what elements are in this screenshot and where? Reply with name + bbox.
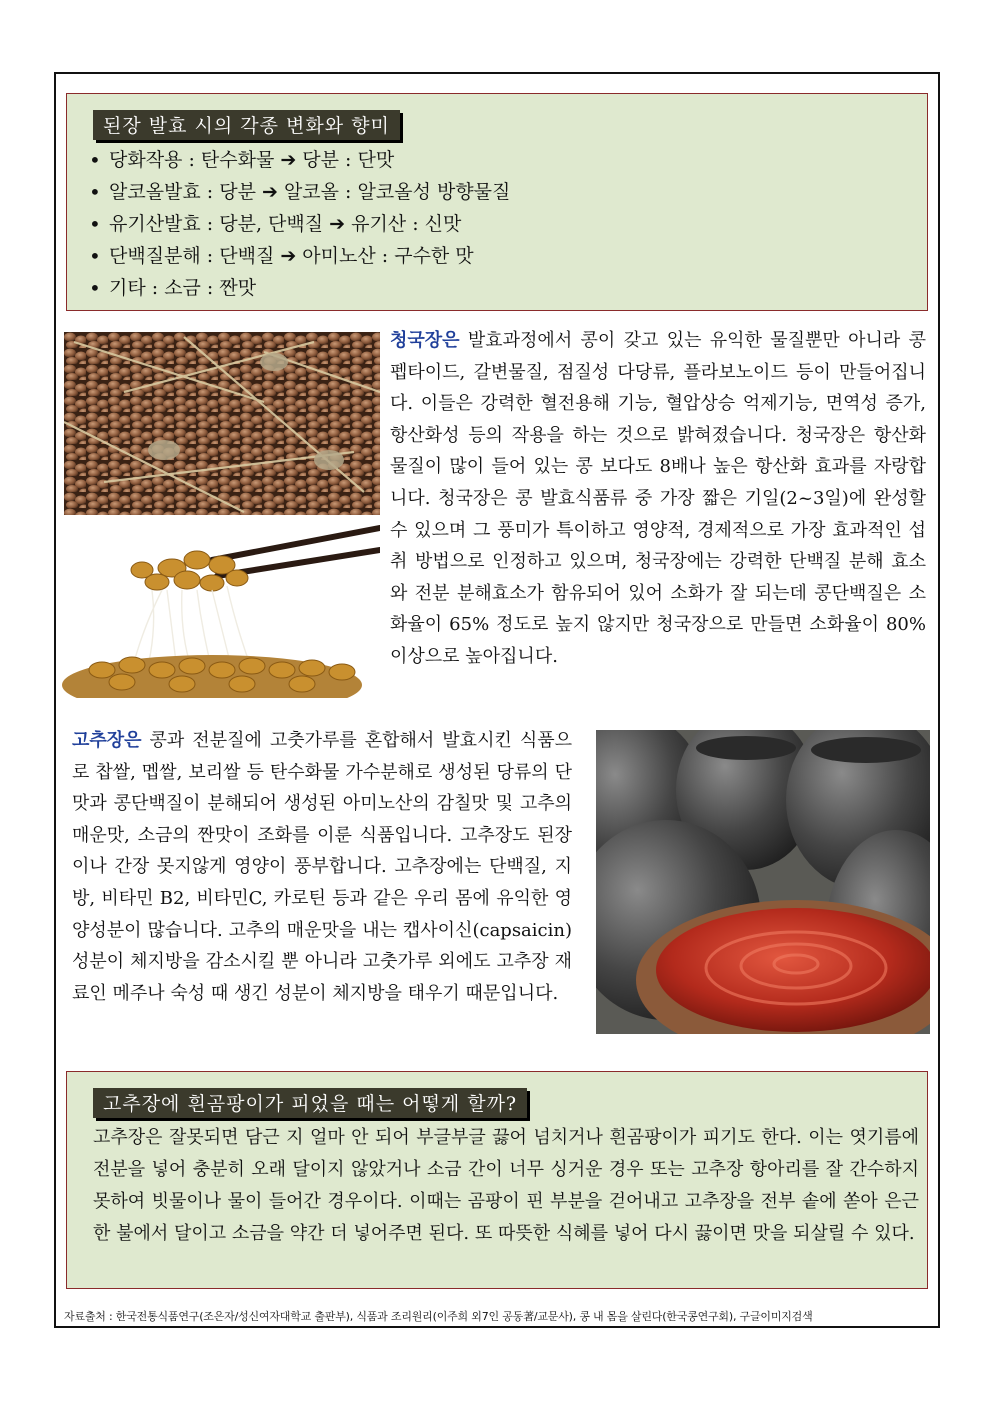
gochujang-jars-photo [596, 730, 930, 1034]
gochujang-paragraph [72, 725, 572, 1009]
natto-chopsticks-photo [62, 520, 380, 698]
cheonggukjang-text: 발효과정에서 콩이 갖고 있는 유익한 물질뿐만 아니라 콩 펩타이드, 갈변물질, 점질성 다당류, 플라보노이드 등이 만들어집니다. 이들은 강력한 혈전용해 기능, 혈압상승 억제기능, 면역성 증가, 항산화성 등의 작용을 하는 것으로 밝혀졌습니다. 청국장은 항산화 물질이 많이 들어 있는 콩 보다도 8배나 높은 항산화 효과를 자랑합니다. 청국장은 콩 발효식품류 중 가장 짧은 기일(2~3일)에 완성할 수 있으며 그 풍미가 특이하고 영양적, 경제적으로 가장 효과적인 섭취 방법으로 인정하고 있으며, 청국장에는 강력한 단백질 분해 효소와 전분 분해효소가 함유되어 있어 소화가 잘 되는데 콩단백질은 소화율이 65% 정도로 높지 않지만 청국장으로 만들면 소화율이 80% 이상으로 높아집니다. [390, 330, 926, 667]
fermentation-box-title: 된장 발효 시의 각종 변화와 향미 [93, 110, 400, 140]
soybeans-straw-photo [64, 332, 380, 515]
list-item: • 단백질분해 : 단백질 ➔ 아미노산 : 구수한 맛 [89, 240, 510, 272]
mold-tip-box-title: 고추장에 흰곰팡이가 피었을 때는 어떻게 할까? [93, 1088, 527, 1118]
fermentation-list [89, 144, 510, 304]
mold-tip-box [66, 1071, 928, 1289]
fermentation-info-box [66, 93, 928, 311]
cheonggukjang-keyword: 청국장은 [390, 330, 460, 351]
gochujang-text: 콩과 전분질에 고춧가루를 혼합해서 발효시킨 식품으로 찹쌀, 멥쌀, 보리쌀 등 탄수화물 가수분해로 생성된 당류의 단맛과 콩단백질이 분해되어 생성된 아미노산의 감칠맛 및 고추의 매운맛, 소금의 짠맛이 조화를 이룬 식품입니다. 고추장도 된장이나 간장 못지않게 영양이 풍부합니다. 고추장에는 단백질, 지방, 비타민 B2, 비타민C, 카로틴 등과 같은 우리 몸에 유익한 영양성분이 많습니다. 고추의 매운맛을 내는 캡사이신(capsaicin) 성분이 체지방을 감소시킬 뿐 아니라 고춧가루 외에도 고추장 재료인 메주나 숙성 때 생긴 성분이 체지방을 태우기 때문입니다. [72, 730, 572, 1004]
list-item: • 기타 : 소금 : 짠맛 [89, 272, 510, 304]
cheonggukjang-paragraph [390, 325, 926, 673]
list-item: • 알코올발효 : 당분 ➔ 알코올 : 알코올성 방향물질 [89, 176, 510, 208]
gochujang-keyword: 고추장은 [72, 730, 142, 751]
list-item: • 당화작용 : 탄수화물 ➔ 당분 : 단맛 [89, 144, 510, 176]
mold-tip-text: 고추장은 잘못되면 담근 지 얼마 안 되어 부글부글 끓어 넘치거나 흰곰팡이가 피기도 한다. 이는 엿기름에 전분을 넣어 충분히 오래 달이지 않았거나 소금 간이 너무 싱거운 경우 또는 고추장 항아리를 잘 간수하지 못하여 빗물이나 물이 들어간 경우이다. 이때는 곰팡이 핀 부분을 걷어내고 고추장을 전부 솥에 쏟아 은근한 불에서 달이고 소금을 약간 더 넣어주면 된다. 또 따뜻한 식혜를 넣어 다시 끓이면 맛을 되살릴 수 있다. [93, 1127, 919, 1244]
source-citation: 자료출처 : 한국전통식품연구(조은자/성신여자대학교 출판부), 식품과 조리원리(이주희 외7인 공동著/교문사), 콩 내 몸을 살린다(한국콩연구회), 구글이미지검색 [64, 1310, 813, 1323]
list-item: • 유기산발효 : 당분, 단백질 ➔ 유기산 : 신맛 [89, 208, 510, 240]
